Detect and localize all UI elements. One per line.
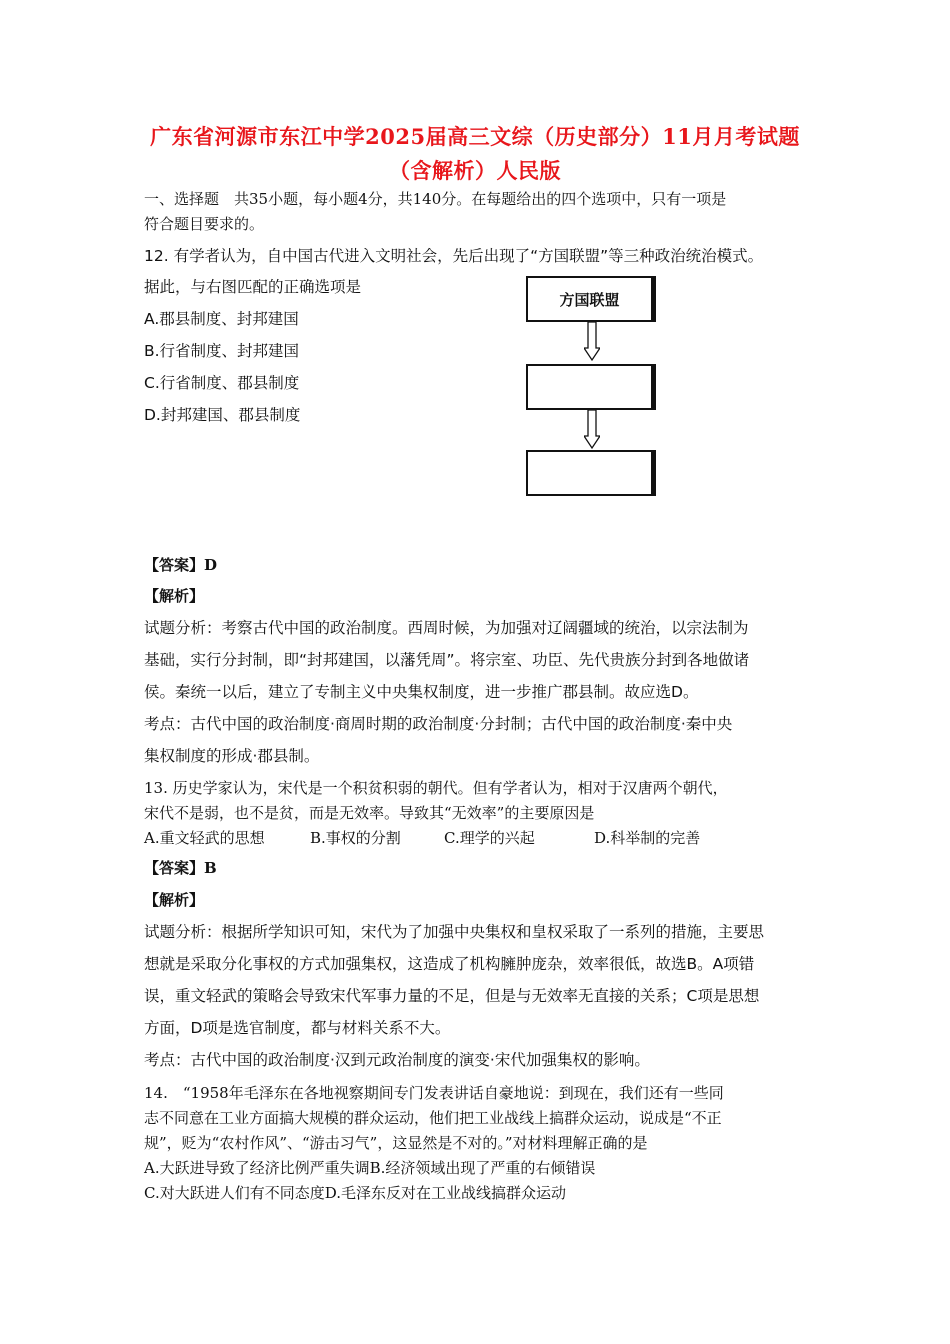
q12-analysis-line: 侯。秦统一以后，建立了专制主义中央集权制度，进一步推广郡县制。故应选D。 xyxy=(144,683,699,701)
q13-stem: 13. 历史学家认为，宋代是一个积贫积弱的朝代。但有学者认为，相对于汉唐两个朝代， xyxy=(144,779,728,797)
q14-option-b: B.经济领域出现了严重的右倾错误 xyxy=(369,1159,596,1177)
q12-option-a: A.郡县制度、封邦建国 xyxy=(144,310,299,328)
q12-analysis-line: 试题分析：考察古代中国的政治制度。西周时候，为加强对辽阔疆域的统治，以宗法制为 xyxy=(144,619,749,637)
q12-answer: 【答案】D xyxy=(144,556,218,574)
page-title: 广东省河源市东江中学2025届高三文综（历史部分）11月月考试题 xyxy=(150,124,800,149)
q14-stem-cont: 规”，贬为“农村作风”、“游击习气”，这显然是不对的。”对材料理解正确的是 xyxy=(144,1134,648,1152)
q12-key-point: 考点：古代中国的政治制度·商周时期的政治制度·分封制；古代中国的政治制度·秦中央 xyxy=(144,715,733,733)
q14-option-d: D.毛泽东反对在工业战线搞群众运动 xyxy=(324,1184,566,1202)
q12-stem-cont: 据此，与右图匹配的正确选项是 xyxy=(144,278,362,296)
flow-diagram xyxy=(526,276,660,498)
diagram-box-1: 方国联盟 xyxy=(526,276,656,322)
q13-analysis-line: 想就是采取分化事权的方式加强集权，这造成了机构臃肿庞杂，效率很低，故选B。A项错 xyxy=(144,955,755,973)
q14-options-row1 xyxy=(144,1158,814,1178)
q12-analysis-label: 【解析】 xyxy=(144,587,205,605)
q13-option-b: B.事权的分割 xyxy=(310,829,401,847)
q12-option-c: C.行省制度、郡县制度 xyxy=(144,374,300,392)
q14-stem-cont: 志不同意在工业方面搞大规模的群众运动，他们把工业战线上搞群众运动，说成是“不正 xyxy=(144,1109,722,1127)
q13-key-point: 考点：古代中国的政治制度·汉到元政治制度的演变·宋代加强集权的影响。 xyxy=(144,1051,650,1069)
q13-option-a: A.重文轻武的思想 xyxy=(144,829,265,847)
q13-analysis-label: 【解析】 xyxy=(144,891,205,909)
q13-stem-cont: 宋代不是弱，也不是贫，而是无效率。导致其“无效率”的主要原因是 xyxy=(144,804,595,822)
section-intro-cont: 符合题目要求的。 xyxy=(144,215,265,233)
q13-options xyxy=(144,828,814,848)
section-intro: 一、选择题 共35小题，每小题4分，共140分。在每题给出的四个选项中，只有一项是 xyxy=(144,190,727,208)
q13-analysis-line: 误，重文轻武的策略会导致宋代军事力量的不足，但是与无效率无直接的关系；C项是思想 xyxy=(144,987,760,1005)
q12-option-d: D.封邦建国、郡县制度 xyxy=(144,406,301,424)
diagram-box-3 xyxy=(526,450,656,496)
diagram-box-2 xyxy=(526,364,656,410)
q14-stem: 14. “1958年毛泽东在各地视察期间专门发表讲话自豪地说：到现在，我们还有一些同 xyxy=(144,1084,724,1102)
q13-analysis-line: 方面，D项是选官制度，都与材料关系不大。 xyxy=(144,1019,451,1037)
q12-analysis-line: 基础，实行分封制，即“封邦建国，以藩凭周”。将宗室、功臣、先代贵族分封到各地做诸 xyxy=(144,651,750,669)
q12-option-b: B.行省制度、封邦建国 xyxy=(144,342,300,360)
arrow-down-icon xyxy=(584,322,600,362)
page-subtitle: （含解析）人民版 xyxy=(389,158,561,183)
q14-option-a: A.大跃进导致了经济比例严重失调 xyxy=(144,1159,370,1177)
q13-option-c: C.理学的兴起 xyxy=(444,829,535,847)
arrow-down-icon xyxy=(584,410,600,450)
q14-option-c: C.对大跃进人们有不同态度 xyxy=(144,1184,325,1202)
q14-options-row2 xyxy=(144,1183,814,1203)
q12-stem: 12. 有学者认为，自中国古代进入文明社会，先后出现了“方国联盟”等三种政治统治模式。 xyxy=(144,247,764,265)
q13-option-d: D.科举制的完善 xyxy=(594,829,701,847)
q12-key-point-cont: 集权制度的形成·郡县制。 xyxy=(144,747,320,765)
q13-analysis-line: 试题分析：根据所学知识可知，宋代为了加强中央集权和皇权采取了一系列的措施，主要思 xyxy=(144,923,765,941)
q13-answer: 【答案】B xyxy=(144,859,217,877)
